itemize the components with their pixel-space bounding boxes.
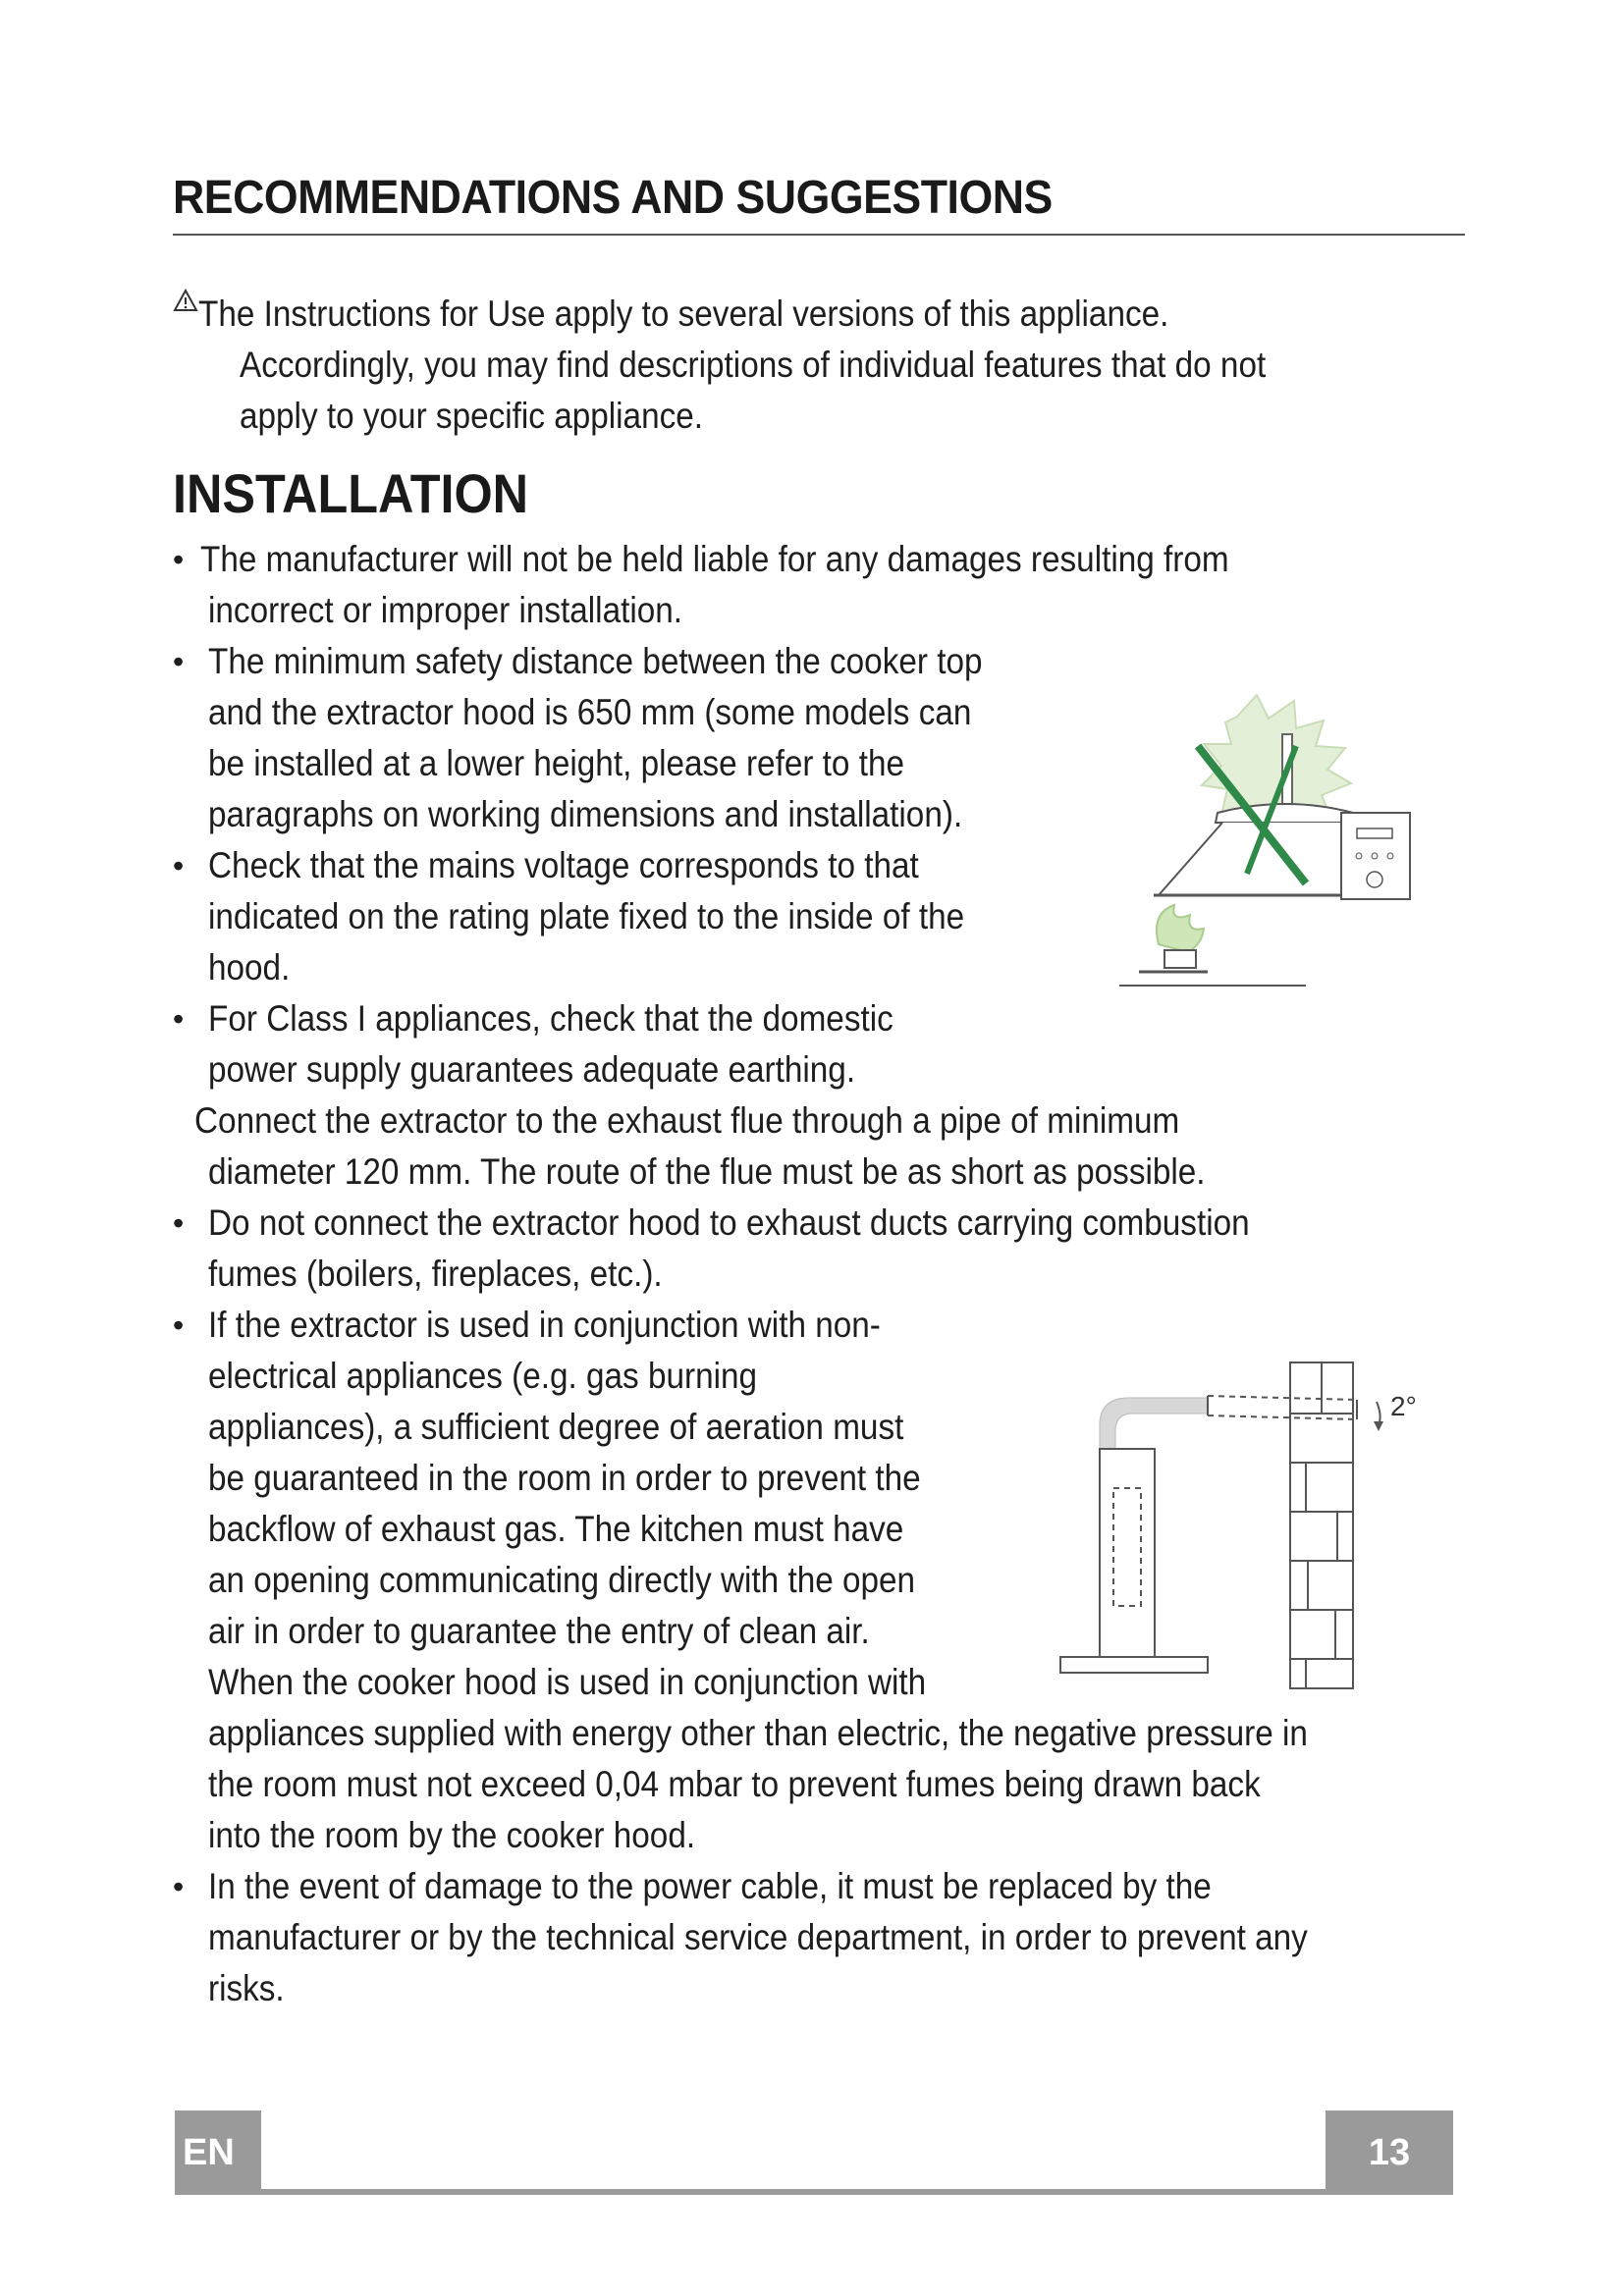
- angle-label: 2°: [1390, 1391, 1417, 1421]
- b7-line-10: the room must not exceed 0,04 mbar to prevent fumes being drawn back: [208, 1764, 1261, 1804]
- b4-line-1: For Class I appliances, check that the domestic: [208, 998, 893, 1039]
- hood-safety-illustration: [1100, 687, 1424, 1001]
- b7-line-11: into the room by the cooker hood.: [208, 1815, 696, 1855]
- b7-line-9: appliances supplied with energy other than electric, the negative pressure in: [208, 1713, 1308, 1753]
- language-tab: EN: [175, 2110, 261, 2195]
- bullet-marker: •: [173, 542, 185, 577]
- heading-divider: [173, 234, 1465, 236]
- b3-line-1: Check that the mains voltage corresponds to that: [208, 845, 919, 885]
- footer-rule: [261, 2189, 1326, 2195]
- p5-line-2: diameter 120 mm. The route of the flue must be as short as possible.: [208, 1151, 1206, 1192]
- page-number: 13: [1326, 2110, 1453, 2195]
- bullet-marker: •: [173, 1869, 185, 1904]
- bullet-marker: •: [173, 644, 185, 679]
- b7-line-5: backflow of exhaust gas. The kitchen must have: [208, 1509, 904, 1549]
- bullet-marker: •: [173, 848, 185, 883]
- b7-line-4: be guaranteed in the room in order to prevent the: [208, 1458, 921, 1498]
- b2-line-3: be installed at a lower height, please refer to the: [208, 743, 905, 783]
- notice-line-1: The Instructions for Use apply to several versions of this appliance.: [198, 294, 1169, 334]
- b7-line-2: electrical appliances (e.g. gas burning: [208, 1356, 758, 1396]
- b4-line-2: power supply guarantees adequate earthing.: [208, 1049, 856, 1090]
- notice-line-3: apply to your specific appliance.: [240, 396, 704, 436]
- b6-line-1: Do not connect the extractor hood to exhaust ducts carrying combustion: [208, 1202, 1250, 1243]
- duct-slope-diagram: [1051, 1355, 1443, 1698]
- b1-line-1: The manufacturer will not be held liable for any damages resulting from: [200, 539, 1229, 579]
- b7-line-1: If the extractor is used in conjunction with non-: [208, 1305, 881, 1345]
- section-heading: RECOMMENDATIONS AND SUGGESTIONS: [173, 172, 1053, 224]
- b8-line-3: risks.: [208, 1968, 285, 2008]
- installation-title: INSTALLATION: [173, 462, 529, 524]
- notice-line-2: Accordingly, you may find descriptions of individual features that do not: [240, 345, 1267, 385]
- warning-triangle-icon: [173, 289, 198, 312]
- b7-line-6: an opening communicating directly with the open: [208, 1560, 916, 1600]
- bullet-marker: •: [173, 1205, 185, 1241]
- b6-line-2: fumes (boilers, fireplaces, etc.).: [208, 1254, 663, 1294]
- b2-line-1: The minimum safety distance between the cooker top: [208, 641, 983, 681]
- bullet-marker: •: [173, 1308, 185, 1343]
- b1-line-2: incorrect or improper installation.: [208, 590, 683, 630]
- b7-line-8: When the cooker hood is used in conjunction with: [208, 1662, 927, 1702]
- b2-line-2: and the extractor hood is 650 mm (some models can: [208, 692, 972, 732]
- b8-line-2: manufacturer or by the technical service department, in order to prevent any: [208, 1917, 1308, 1957]
- p5-line-1: Connect the extractor to the exhaust flue through a pipe of minimum: [194, 1100, 1180, 1141]
- b7-line-7: air in order to guarantee the entry of clean air.: [208, 1611, 870, 1651]
- b8-line-1: In the event of damage to the power cable, it must be replaced by the: [208, 1866, 1212, 1906]
- b3-line-3: hood.: [208, 947, 291, 988]
- b7-line-3: appliances), a sufficient degree of aeration must: [208, 1407, 904, 1447]
- b3-line-2: indicated on the rating plate fixed to the inside of the: [208, 896, 965, 936]
- b2-line-4: paragraphs on working dimensions and installation).: [208, 794, 963, 834]
- bullet-marker: •: [173, 1001, 185, 1037]
